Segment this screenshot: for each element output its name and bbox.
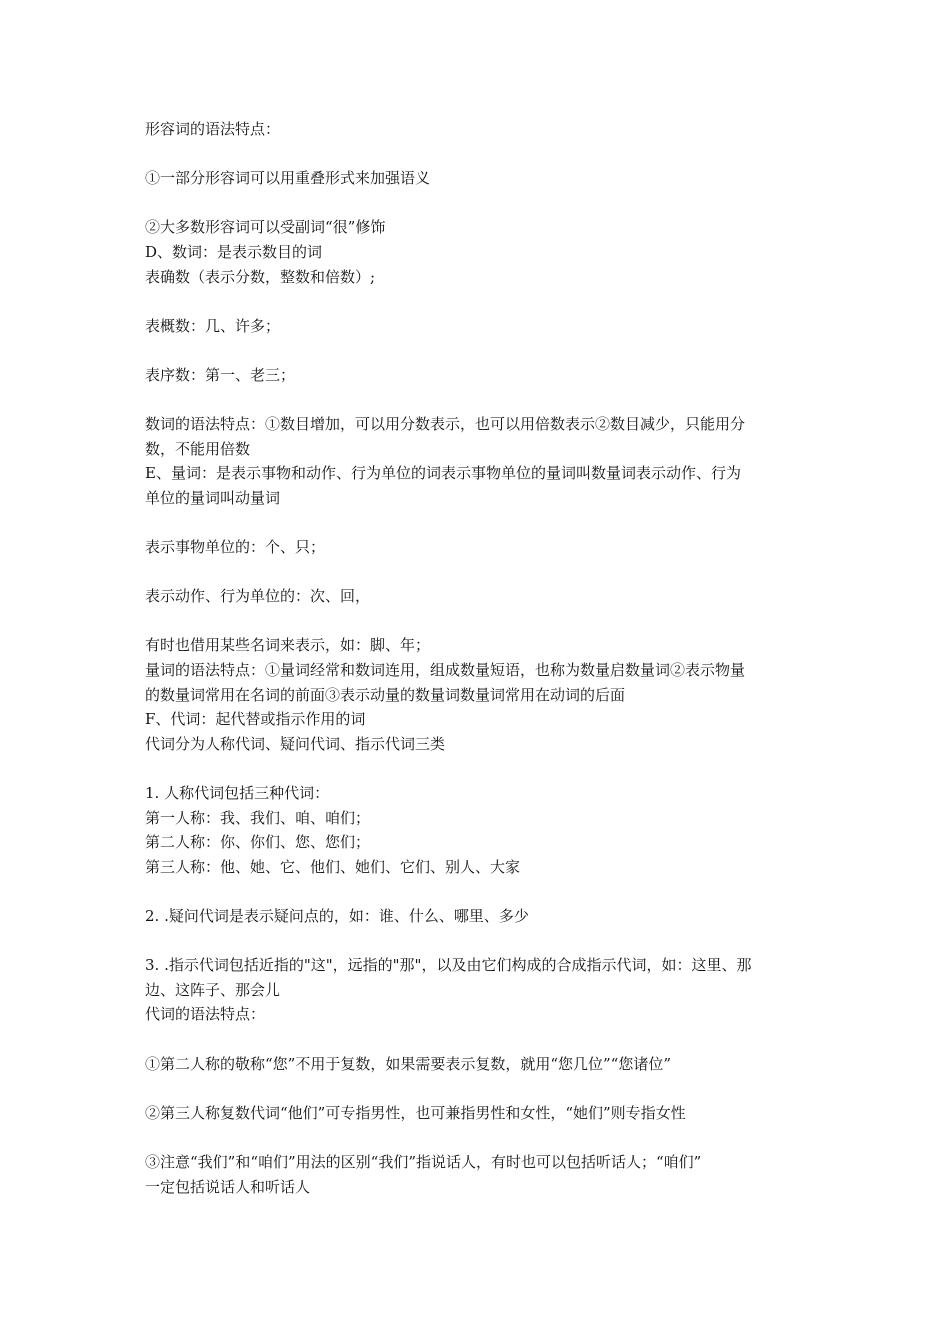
blank-line (145, 388, 815, 413)
text-line: 表示事物单位的：个、只； (145, 538, 326, 557)
text-line: 第二人称：你、你们、您、您们； (145, 833, 371, 852)
text-line: 代词分为人称代词、疑问代词、指示代词三类 (145, 734, 446, 753)
document-body (145, 117, 815, 1199)
blank-line (145, 511, 815, 536)
text-line: 3. .指示代词包括近指的"这"，远指的"那"，以及由它们构成的合成指示代词，如：这里、那 (145, 956, 752, 975)
text-line: 表序数：第一、老三； (145, 365, 296, 384)
blank-line (145, 879, 815, 904)
text-line: ①一部分形容词可以用重叠形式来加强语义 (145, 169, 431, 188)
text-line: 第一人称：我、我们、咱、咱们； (145, 808, 371, 827)
blank-line (145, 1125, 815, 1150)
blank-line (145, 1027, 815, 1052)
text-line: ②第三人称复数代词“他们”可专指男性，也可兼指男性和女性，“她们”则专指女性 (145, 1103, 686, 1122)
blank-line (145, 560, 815, 585)
blank-line (145, 142, 815, 167)
text-line: 的数量词常用在名词的前面③表示动量的数量词数量词常用在动词的后面 (145, 685, 626, 704)
text-line: 表示动作、行为单位的：次、回， (145, 587, 371, 606)
blank-line (145, 289, 815, 314)
section-heading: E、量词：是表示事物和动作、行为单位的词表示事物单位的量词叫数量词表示动作、行为 (145, 464, 741, 483)
blank-line (145, 756, 815, 781)
text-line: ③注意“我们”和“咱们”用法的区别“我们”指说话人，有时也可以包括听话人；“咱们” (145, 1152, 702, 1171)
section-heading: F、代词：起代替或指示作用的词 (145, 710, 366, 729)
blank-line (145, 191, 815, 216)
text-line: 单位的量词叫动量词 (145, 488, 281, 507)
text-line: 有时也借用某些名词来表示，如：脚、年； (145, 636, 431, 655)
section-heading: D、数词：是表示数目的词 (145, 242, 323, 261)
text-line: 一定包括说话人和听话人 (145, 1177, 311, 1196)
blank-line (145, 929, 815, 954)
blank-line (145, 609, 815, 634)
text-line: 表概数：几、许多； (145, 316, 281, 335)
text-line: 第三人称：他、她、它、他们、她们、它们、别人、大家 (145, 857, 521, 876)
text-line: 代词的语法特点： (145, 1005, 266, 1024)
text-line: ②大多数形容词可以受副词“很”修饰 (145, 218, 386, 237)
text-line: 边、这阵子、那会儿 (145, 980, 281, 999)
text-line: 1. 人称代词包括三种代词： (145, 784, 330, 803)
text-line: 数词的语法特点：①数目增加，可以用分数表示，也可以用倍数表示②数目减少，只能用分 (145, 415, 746, 434)
text-line: 量词的语法特点：①量词经常和数词连用，组成数量短语，也称为数量启数量词②表示物量 (145, 661, 746, 680)
text-line: ①第二人称的敬称“您”不用于复数，如果需要表示复数，就用“您几位”“您诸位” (145, 1054, 672, 1073)
text-line: 表确数（表示分数，整数和倍数）; (145, 267, 376, 286)
blank-line (145, 338, 815, 363)
text-line: 形容词的语法特点： (145, 120, 281, 138)
text-line: 数，不能用倍数 (145, 439, 251, 458)
blank-line (145, 1076, 815, 1101)
text-line: 2. .疑问代词是表示疑问点的，如：谁、什么、哪里、多少 (145, 907, 529, 925)
